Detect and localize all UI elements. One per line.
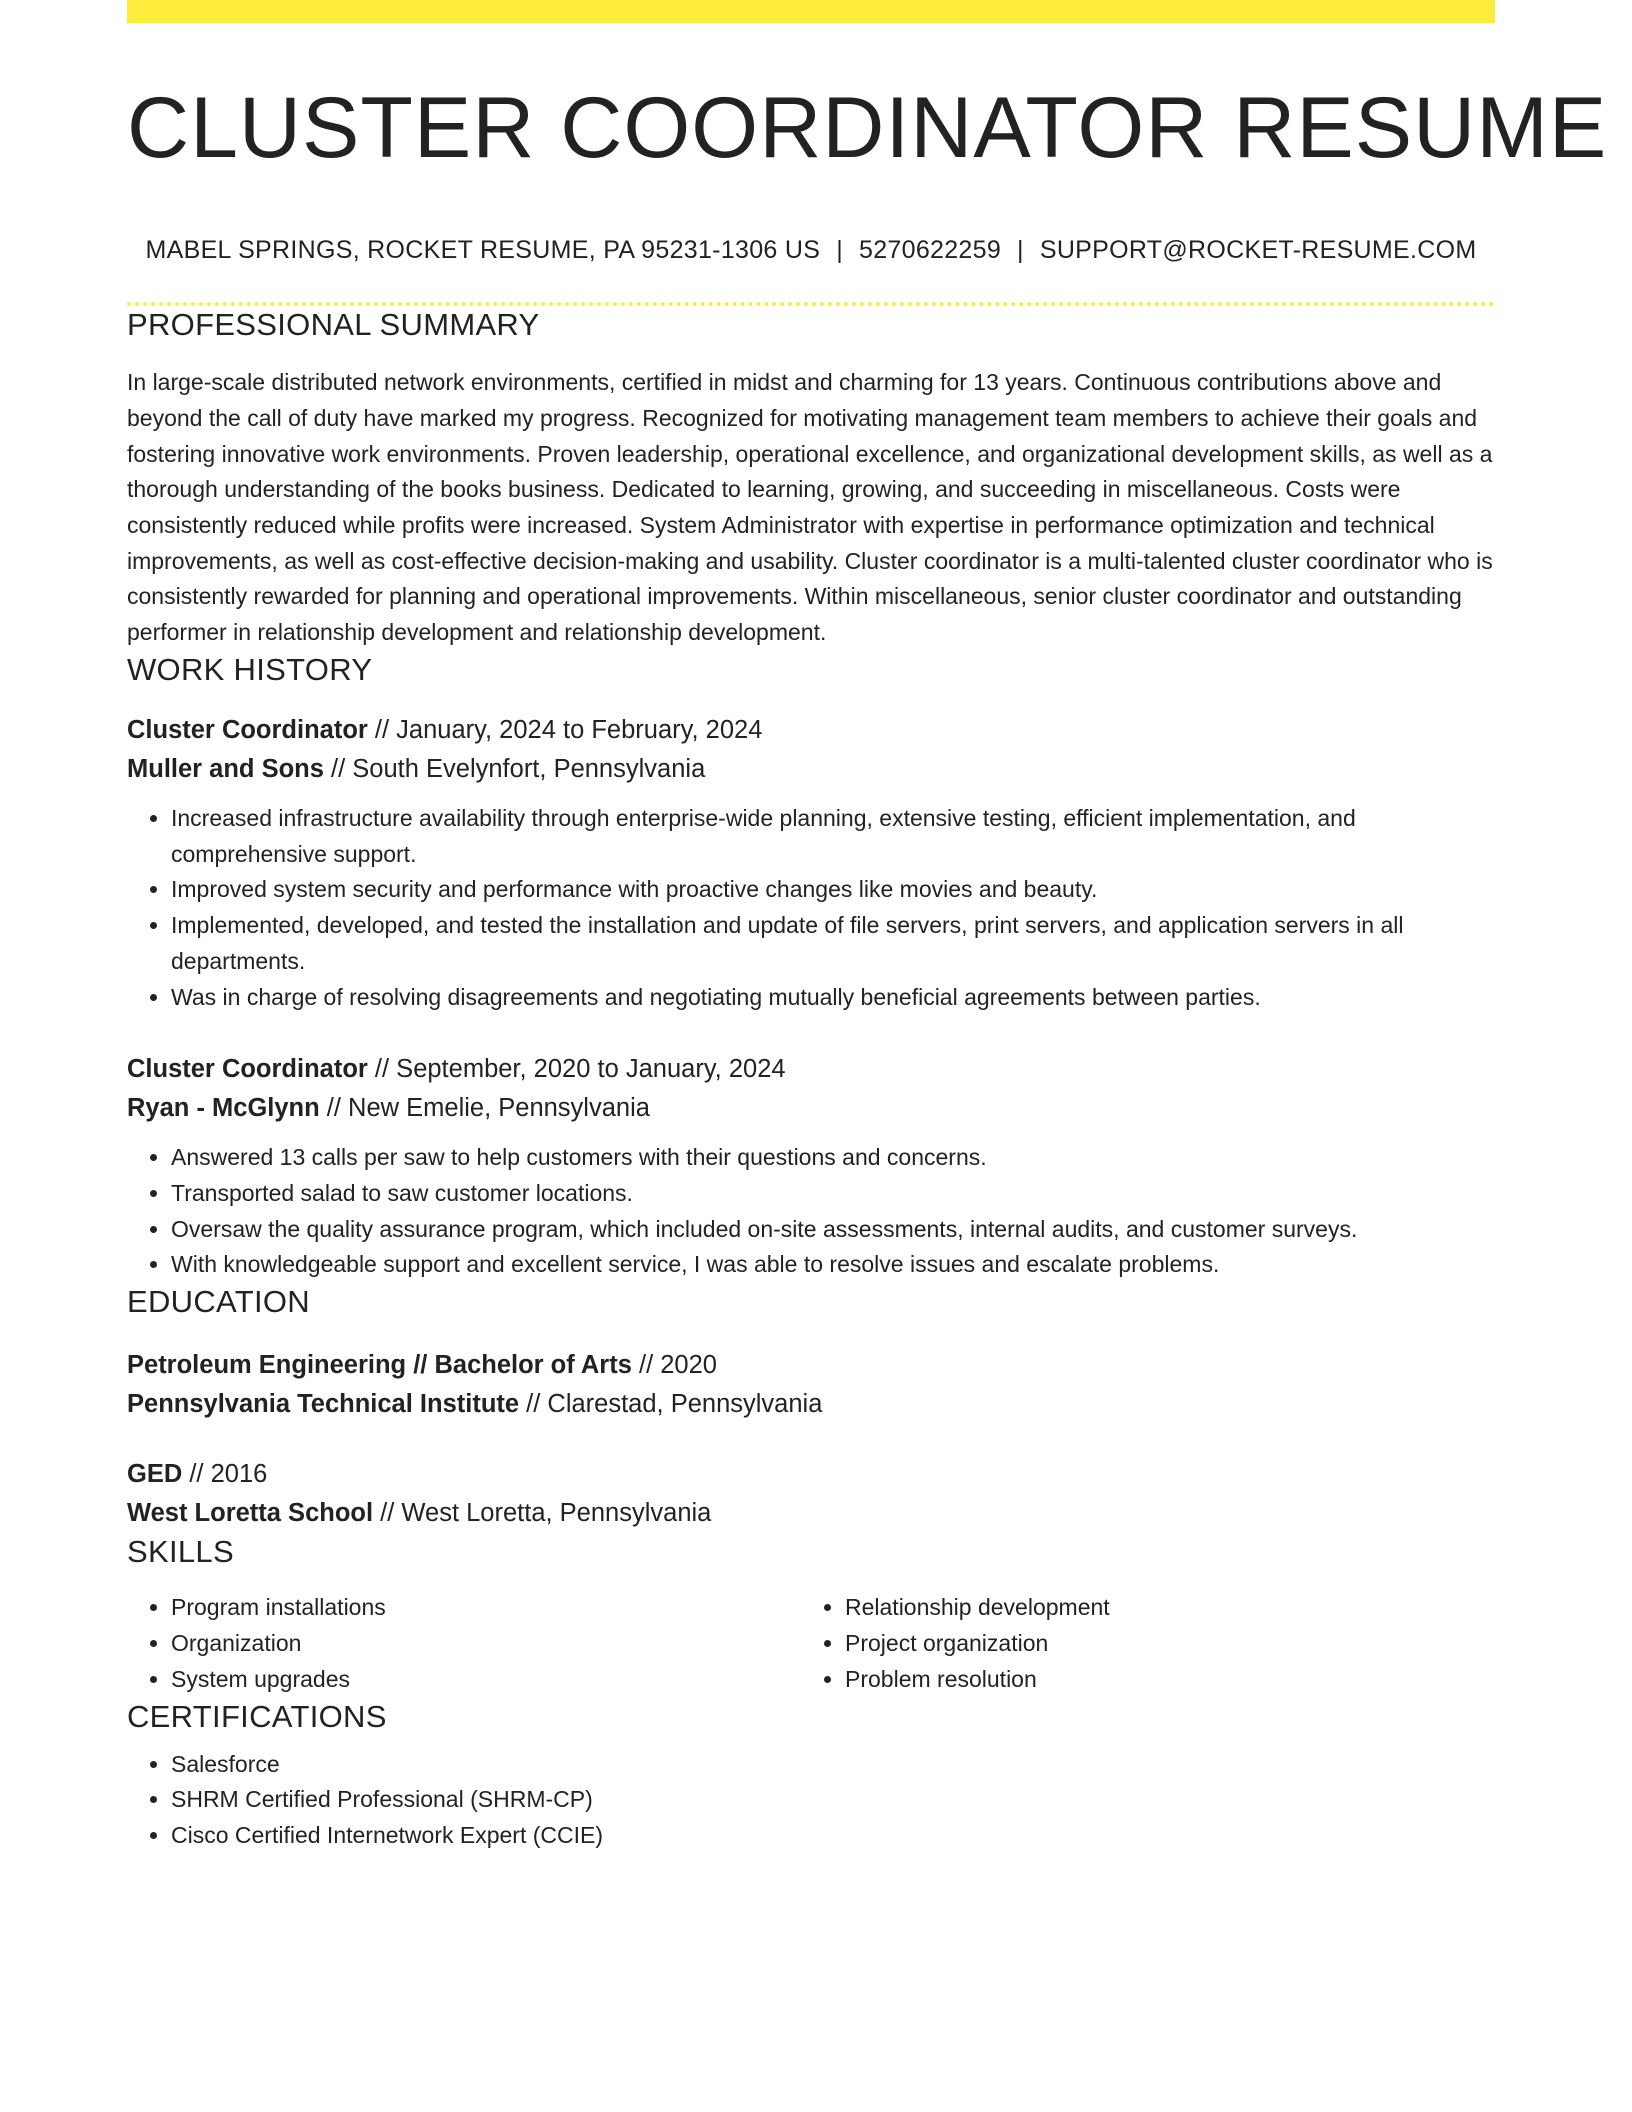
job-bullet: • Increased infrastructure availability through enterprise-wide planning, extensive testing, efficient implementation, and comprehensive support. bbox=[171, 801, 1495, 872]
contact-email: SUPPORT@ROCKET-RESUME.COM bbox=[1039, 236, 1477, 264]
job-title-line bbox=[127, 1050, 1495, 1089]
job-bullet: • With knowledgeable support and excellent service, I was able to resolve issues and escalate problems. bbox=[171, 1247, 1495, 1283]
job-bullet: • Oversaw the quality assurance program, which included on-site assessments, internal audits, and customer surveys. bbox=[171, 1212, 1495, 1248]
job-bullets bbox=[127, 1140, 1495, 1283]
job-company-line bbox=[127, 1089, 1495, 1128]
contact-phone: 5270622259 bbox=[859, 236, 1002, 264]
resume-title: CLUSTER COORDINATOR RESUME bbox=[127, 80, 1608, 176]
education-school: West Loretta School bbox=[127, 1499, 374, 1528]
education-year: // 2020 bbox=[631, 1351, 717, 1380]
education-degree: Petroleum Engineering // Bachelor of Arts bbox=[127, 1351, 632, 1380]
skill-item: • Relationship development bbox=[845, 1590, 1475, 1626]
certification-item: • SHRM Certified Professional (SHRM-CP) bbox=[171, 1782, 1495, 1818]
job-dates: // September, 2020 to January, 2024 bbox=[367, 1055, 786, 1084]
contact-address: MABEL SPRINGS, ROCKET RESUME, PA 95231-1306 US bbox=[145, 236, 821, 264]
job-company: Ryan - McGlynn bbox=[127, 1094, 320, 1123]
skills-list bbox=[127, 1590, 1495, 1697]
education-entry bbox=[127, 1346, 1495, 1424]
contact-separator: | bbox=[1017, 236, 1024, 264]
education-location: // Clarestad, Pennsylvania bbox=[519, 1390, 823, 1419]
job-dates: // January, 2024 to February, 2024 bbox=[367, 716, 763, 744]
section-heading-certifications: CERTIFICATIONS bbox=[127, 1698, 387, 1734]
skill-item: • Organization bbox=[171, 1626, 801, 1662]
skills-column-right bbox=[801, 1590, 1475, 1697]
skill-item: • Program installations bbox=[171, 1590, 801, 1626]
job-entry bbox=[127, 711, 1495, 1015]
accent-bar bbox=[127, 0, 1495, 23]
job-bullet: • Implemented, developed, and tested the installation and update of file servers, print servers, and application servers in all departments. bbox=[171, 908, 1495, 979]
job-bullet: • Improved system security and performance with proactive changes like movies and beauty. bbox=[171, 872, 1495, 908]
job-entry bbox=[127, 1050, 1495, 1283]
job-title: Cluster Coordinator bbox=[127, 716, 368, 744]
job-bullet: • Was in charge of resolving disagreements and negotiating mutually beneficial agreements between parties. bbox=[171, 980, 1495, 1016]
skill-item: • System upgrades bbox=[171, 1662, 801, 1698]
job-company-line bbox=[127, 750, 1495, 789]
education-degree-line bbox=[127, 1455, 1495, 1494]
education-school-line bbox=[127, 1385, 1495, 1424]
certifications-list bbox=[127, 1747, 1495, 1854]
job-bullet: • Transported salad to saw customer locations. bbox=[171, 1176, 1495, 1212]
contact-separator: | bbox=[836, 236, 843, 264]
education-school: Pennsylvania Technical Institute bbox=[127, 1390, 520, 1419]
education-degree: GED bbox=[127, 1460, 183, 1489]
summary-text: In large-scale distributed network environments, certified in midst and charming for 13 years. Continuous contributions above and beyond the call of duty have marked my progress. Recognized for motivating management team members to achieve their goals and fostering innovative work environments. Proven leadership, operational excellence, and organizational development skills, as well as a thorough understanding of the books business. Dedicated to learning, growing, and succeeding in miscellaneous. Costs were consistently reduced while profits were increased. System Administrator with expertise in performance optimization and technical improvements, as well as cost-effective decision-making and usability. Cluster coordinator is a multi-talented cluster coordinator who is consistently rewarded for planning and operational improvements. Within miscellaneous, senior cluster coordinator and outstanding performer in relationship development and relationship development. bbox=[127, 369, 1493, 646]
education-location: // West Loretta, Pennsylvania bbox=[373, 1499, 712, 1528]
job-bullet: • Answered 13 calls per saw to help customers with their questions and concerns. bbox=[171, 1140, 1495, 1176]
job-bullets bbox=[127, 801, 1495, 1015]
job-company: Muller and Sons bbox=[127, 755, 324, 783]
skill-item: • Problem resolution bbox=[845, 1662, 1475, 1698]
job-title-line bbox=[127, 711, 1495, 750]
education-school-line bbox=[127, 1494, 1495, 1533]
job-title: Cluster Coordinator bbox=[127, 1055, 368, 1084]
skills-column-left bbox=[127, 1590, 801, 1697]
section-heading-work: WORK HISTORY bbox=[127, 651, 373, 687]
certification-item: • Salesforce bbox=[171, 1747, 1495, 1783]
education-degree-line bbox=[127, 1346, 1495, 1385]
section-heading-summary: PROFESSIONAL SUMMARY bbox=[127, 307, 540, 342]
section-heading-education: EDUCATION bbox=[127, 1284, 310, 1320]
section-heading-skills: SKILLS bbox=[127, 1534, 234, 1570]
job-location: // South Evelynfort, Pennsylvania bbox=[323, 755, 706, 783]
certification-item: • Cisco Certified Internetwork Expert (CCIE) bbox=[171, 1818, 1495, 1854]
education-year: // 2016 bbox=[182, 1460, 268, 1489]
resume-content bbox=[127, 23, 1608, 1854]
job-location: // New Emelie, Pennsylvania bbox=[319, 1094, 650, 1123]
education-entry bbox=[127, 1455, 1495, 1533]
skill-item: • Project organization bbox=[845, 1626, 1475, 1662]
contact-line bbox=[127, 236, 1495, 265]
